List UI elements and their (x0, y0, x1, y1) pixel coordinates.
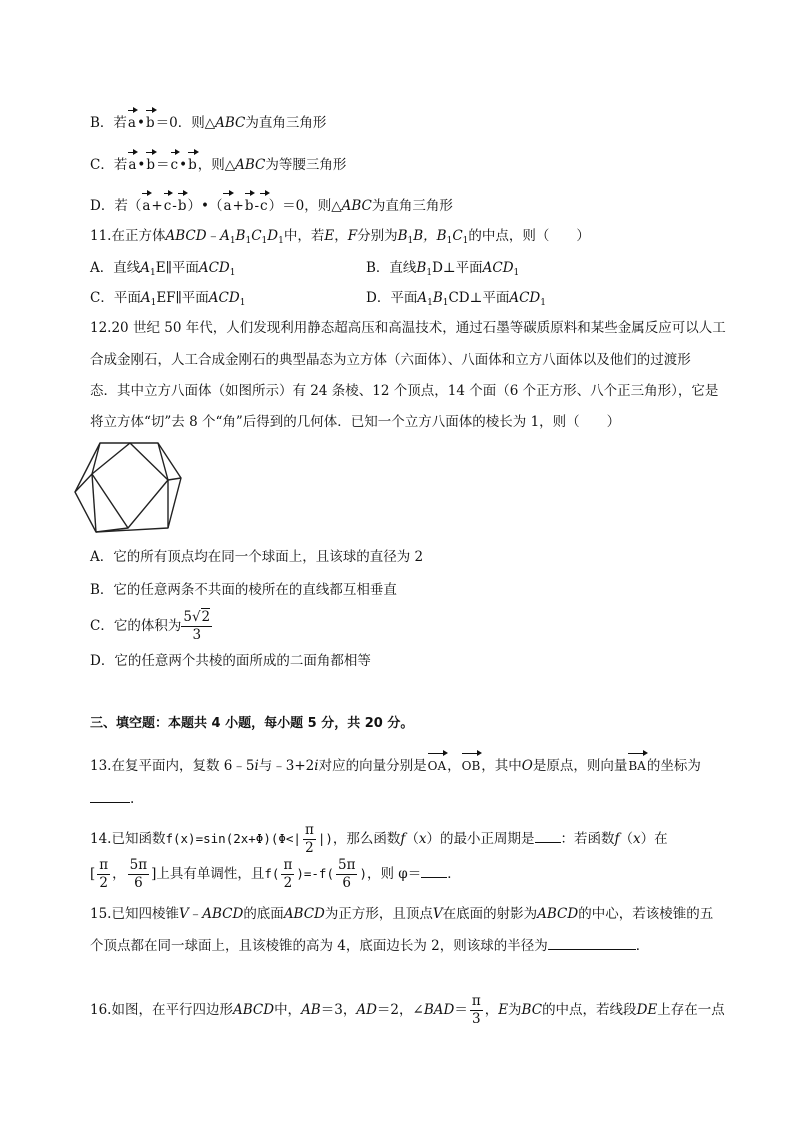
q16-line-1: 16.如图，在平行四边形ABCD中，AB＝3，AD＝2，∠BAD＝ $\frac{\pi}{3}$ ，E为BC的中点，若线段DE上存在一点 (90, 993, 725, 1027)
q14-line-2: [ $\frac{\pi}{2}$ ， $\frac{5\pi}{6}$ ]上具有单调性，且f( $\frac{\pi}{2}$ )=-f( $\frac{5\pi}{6}$ )，则 φ＝ ． (90, 857, 461, 891)
q14-period-blank[interactable] (535, 828, 561, 843)
q13-stem: 13.在复平面内，复数 6﹣5i与﹣3+2i对应的向量分别是OA，OB，其中O是原点，则向量BA的坐标为 (90, 750, 701, 776)
q15-line-2: 个顶点都在同一球面上，且该棱锥的高为 4，底面边长为 2，则该球的半径为 ． (90, 935, 649, 956)
q12-line-4: 将立方体“切”去 8 个“角”后得到的几何体．已知一个立方八面体的棱长为 1，则（ ） (90, 414, 621, 430)
q12-line-3: 态．其中立方八面体（如图所示）有 24 条棱、12 个顶点，14 个面（6 个正方形、八个正三角形），它是 (90, 383, 719, 399)
q11-stem: 11.在正方体$ABCD﹣A_1B_1C_1D_1$中，若E，F分别为$B_1B$，$B_1C_1$的中点，则（ ） (90, 228, 590, 246)
q15-radius-blank[interactable] (548, 935, 636, 950)
q12-line-1: 12.20 世纪 50 年代，人们发现利用静态超高压和高温技术，通过石墨等碳质原料和某些金属反应可以人工 (90, 320, 726, 336)
q15-line-1: 15.已知四棱锥V﹣ABCD的底面ABCD为正方形，且顶点V在底面的射影为ABCD的中心，若该棱锥的五 (90, 906, 714, 922)
cuboctahedron-figure (72, 440, 184, 536)
q10-option-b: B．若a•b＝0．则△ABC为直角三角形 (90, 107, 326, 133)
q12-option-c: C．它的体积为 $\frac{5√2}{3}$ (90, 609, 211, 643)
figure-square-face (92, 443, 168, 528)
q10-option-c: C．若a•b＝c•b，则△ABC为等腰三角形 (90, 149, 346, 175)
q12-option-b: B．它的任意两条不共面的棱所在的直线都互相垂直 (90, 582, 397, 598)
figure-outline (75, 443, 181, 532)
q12-line-2: 合成金刚石，人工合成金刚石的典型晶态为立方体（六面体）、八面体和立方八面体以及他们的过渡形 (90, 352, 691, 368)
q10-option-d: D．若（a+c-b）•（a+b-c）＝0，则△ABC为直角三角形 (90, 190, 453, 216)
q13-answer-blank[interactable] (90, 788, 130, 803)
q14-line-1: 14.已知函数f(x)=sin(2x+Φ)(Φ<| $\frac{\pi}{2}$ |)，那么函数f（x）的最小正周期是 ：若函数f（x）在 (90, 822, 668, 856)
q12-option-d: D．它的任意两个共棱的面所成的二面角都相等 (90, 653, 371, 669)
q13-answer-line: . (90, 788, 134, 809)
section-3-title: 三、填空题：本题共 4 小题，每小题 5 分，共 20 分。 (90, 716, 414, 731)
q11-option-d: D．平面$A_1B_1CD\perp$平面$ACD_1$ (366, 290, 546, 308)
q11-option-b: B．直线$B_1D\perp$平面$ACD_1$ (366, 260, 520, 278)
q12-option-a: A．它的所有顶点均在同一个球面上，且该球的直径为 2 (90, 549, 424, 565)
q14-phi-blank[interactable] (421, 863, 447, 878)
q11-option-a: A．直线$A_1E\parallel$平面$ACD_1$ (90, 260, 236, 278)
q11-option-c: C．平面$A_1EF\parallel$平面$ACD_1$ (90, 290, 246, 308)
